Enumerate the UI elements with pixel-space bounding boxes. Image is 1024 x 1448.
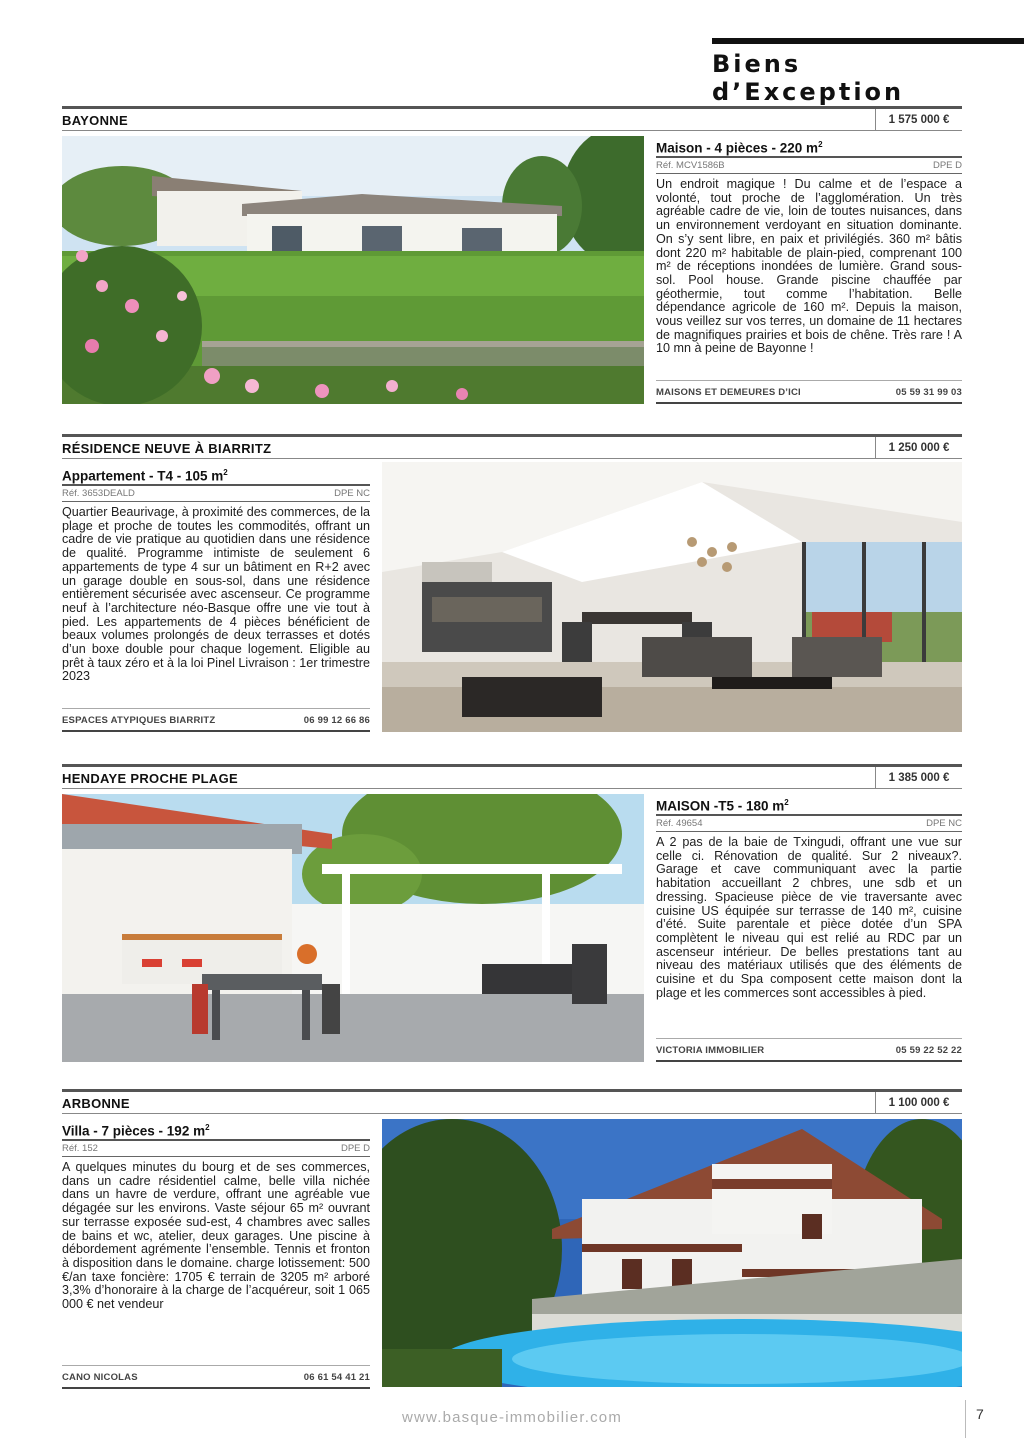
listing-rule xyxy=(62,458,962,459)
property-ref: Réf. MCV1586B xyxy=(656,160,725,171)
ref-row xyxy=(62,1141,370,1157)
property-ref: Réf. 152 xyxy=(62,1143,98,1154)
listing-price: 1 100 000 € xyxy=(875,1092,962,1113)
listing-biarritz xyxy=(62,434,962,736)
listing-photo xyxy=(382,1119,962,1387)
page-number: 7 xyxy=(965,1400,995,1438)
agency-row xyxy=(656,1038,962,1056)
property-title: Villa - 7 pièces - 192 $m^2$ xyxy=(62,1117,370,1141)
listing-arbonne xyxy=(62,1089,962,1391)
listing-top-rule xyxy=(62,1089,962,1092)
property-dpe: DPE NC xyxy=(334,488,370,499)
listing-location: HENDAYE PROCHE PLAGE xyxy=(62,771,238,786)
header-bar xyxy=(712,38,1024,44)
listing-photo xyxy=(382,462,962,732)
property-description: Un endroit magique ! Du calme et de l’espace a volonté, tout proche de l’agglomération. Un très agréable cadre de vie, loin de toutes nuisances, dans un environnement verdoyant en situation dominante. On s’y sent libre, en paix et privilégiés. 360 m² bâtis dont 220 m² habitable de plain-pied, comprenant 100 m² de réceptions inondées de lumière. Grand sous-sol. Pool house. Grande piscine chauffée par géothermie, tout comme l’habitation. Belle dépendance agricole de 160 m². Depuis la maison, vous veillez sur vos terres, un domaine de 11 hectares de magnifiques prairies et bois de chêne. Très rare ! A 10 mn à peine de Bayonne ! xyxy=(656,177,962,356)
ref-row xyxy=(656,816,962,832)
property-description: A 2 pas de la baie de Txingudi, offrant une vue sur celle ci. Rénovation de qualité. Sur 2 niveaux?. Garage et cave communiquant avec la partie habitation accueillant 2 chbres, une sdb et un dressing. Spacieuse pièce de vie traversante avec cuisine US équipée sur terrasse de 140 m², cuisine d’été. Suite parentale et pièce dotée d’un SPA complètent le niveau qui est relié au RDC par un ascenseur intérieur. De belles prestations tant au niveau des matériaux utilisés que des éléments de cuisine et du Spa composent cette maison dont la plage et les commerces sont accessibles à pied. xyxy=(656,835,962,1000)
listing-location: ARBONNE xyxy=(62,1096,130,1111)
listing-top-rule xyxy=(62,764,962,767)
ref-row xyxy=(656,158,962,174)
agency-phone: 06 61 54 41 21 xyxy=(303,1372,370,1383)
listing-top-rule xyxy=(62,434,962,437)
listing-rule xyxy=(62,788,962,789)
property-title: MAISON -T5 - 180 $m^2$ xyxy=(656,792,962,816)
listing-photo xyxy=(62,136,644,404)
agency-name: ESPACES ATYPIQUES BIARRITZ xyxy=(62,715,216,726)
agency-phone: 06 99 12 66 86 xyxy=(303,715,370,726)
property-description: Quartier Beaurivage, à proximité des commerces, de la plage et proche de toutes les commodités, offrant un cadre de vie pratique au quotidien dans une résidence de qualité. Programme intimiste de seulement 6 appartements de type 4 sur un bâtiment en R+2 avec un garage double en sous-sol, dans une résidence entièrement sécurisée avec ascenseur. Ce programme neuf à l’architecture néo-Basque offre une vie tout à pied. Les appartements de 4 pièces bénéficient de beaux volumes prolongés de deux terrasses et dotés d’un boxe double pour chaque logement. Eligible au prêt à taux zéro et à la loi Pinel Livraison : 1er trimestre 2023 xyxy=(62,505,370,684)
listing-info xyxy=(62,462,370,732)
listing-top-rule xyxy=(62,106,962,109)
listing-location: BAYONNE xyxy=(62,113,128,128)
listing-hendaye xyxy=(62,764,962,1066)
property-ref: Réf. 3653DEALD xyxy=(62,488,135,499)
listing-price: 1 385 000 € xyxy=(875,767,962,788)
agency-rule xyxy=(656,1060,962,1062)
listing-price: 1 250 000 € xyxy=(875,437,962,458)
agency-phone: 05 59 22 52 22 xyxy=(895,1045,962,1056)
property-title: Maison - 4 pièces - 220 $m^2$ xyxy=(656,134,962,158)
listing-bayonne xyxy=(62,106,962,408)
agency-name: CANO NICOLAS xyxy=(62,1372,138,1383)
property-title: Appartement - T4 - 105 $m^2$ xyxy=(62,462,370,486)
page-title: Biens d’Exception xyxy=(712,50,905,106)
agency-phone: 05 59 31 99 03 xyxy=(895,387,962,398)
listing-rule xyxy=(62,1113,962,1114)
listing-location: RÉSIDENCE NEUVE À BIARRITZ xyxy=(62,441,272,456)
property-dpe: DPE D xyxy=(340,1143,370,1154)
agency-row xyxy=(62,1365,370,1383)
agency-row xyxy=(62,708,370,726)
property-description: A quelques minutes du bourg et de ses commerces, dans un cadre résidentiel calme, belle villa nichée dans un havre de verdure, offrant une agréable vue dégagée sur les environs. Vaste séjour 65 m² ouvrant sur terrasse exposée sud-est, 4 chambres avec salles de bains et wc, atelier, deux garages. Une piscine à débordement agrémente l’ensemble. Tennis et fronton à disposition dans le domaine. charge lotissement: 500 €/an taxe foncière: 1705 € terrain de 3205 m² arboré 3,3% d’honoraire à la charge de l’acquéreur, soit 1 065 000 € net vendeur xyxy=(62,1160,370,1312)
agency-name: MAISONS ET DEMEURES D’ICI xyxy=(656,387,801,398)
property-dpe: DPE NC xyxy=(926,818,962,829)
agency-row xyxy=(656,380,962,398)
agency-rule xyxy=(62,730,370,732)
agency-rule xyxy=(656,402,962,404)
agency-rule xyxy=(62,1387,370,1389)
listing-rule xyxy=(62,130,962,131)
listing-photo xyxy=(62,794,644,1062)
property-ref: Réf. 49654 xyxy=(656,818,703,829)
listing-info xyxy=(62,1117,370,1387)
property-dpe: DPE D xyxy=(932,160,962,171)
footer-url[interactable]: www.basque-immobilier.com xyxy=(401,1409,623,1426)
ref-row xyxy=(62,486,370,502)
listing-price: 1 575 000 € xyxy=(875,109,962,130)
agency-name: VICTORIA IMMOBILIER xyxy=(656,1045,765,1056)
listing-info xyxy=(656,134,962,404)
listing-info xyxy=(656,792,962,1062)
